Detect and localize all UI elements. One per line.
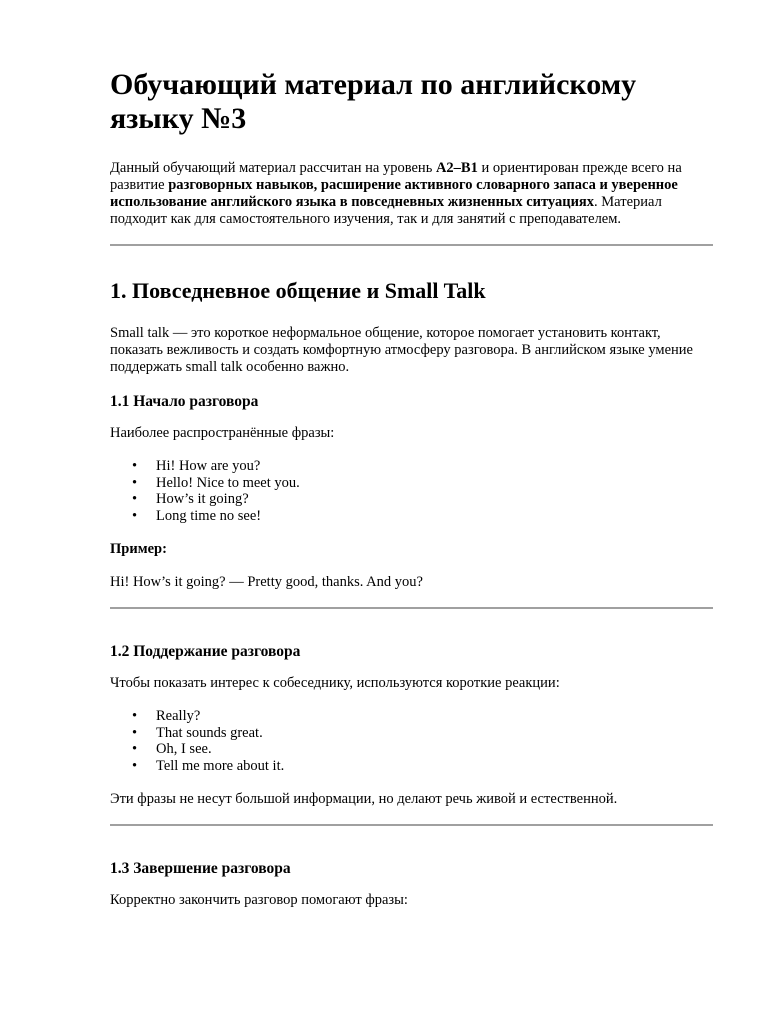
example-label [110, 541, 713, 558]
list-item: • Hi! How are you? [110, 458, 713, 475]
intro-paragraph [110, 160, 713, 228]
subsection-1-2-lead: Чтобы показать интерес к собеседнику, используются короткие реакции: [110, 674, 560, 691]
intro-level: A2–B1 [435, 160, 478, 176]
document-title: Обучающий материал по английскому языку №3 [110, 68, 637, 135]
intro-text-1: Данный обучающий материал рассчитан на уровень [110, 160, 436, 176]
list-item: • That sounds great. [110, 725, 713, 742]
subsection-1-1-heading: 1.1 Начало разговора [110, 393, 259, 410]
document-content [110, 68, 713, 925]
subsection-1-2-heading: 1.2 Поддержание разговора [110, 642, 301, 660]
intro-text-2: и ориентирован прежде всего на развитие [110, 160, 682, 193]
list-item: • Oh, I see. [110, 741, 713, 758]
list-item: • Hello! Nice to meet you. [110, 475, 713, 492]
list-item: • Really? [110, 708, 713, 725]
example-text: Hi! How’s it going? — Pretty good, thanks. And you? [110, 573, 423, 590]
section-1-paragraph: Small talk — это короткое неформальное общение, которое помогает установить контакт, показать вежливость и создать комфортную атмосферу разговора. В английском языке умение поддержать small talk особенно важно. [110, 325, 693, 375]
divider [110, 244, 713, 246]
list-item: • How’s it going? [110, 491, 713, 508]
subsection-1-2-note: Эти фразы не несут большой информации, но делают речь живой и естественной. [110, 790, 618, 807]
section-1-heading: 1. Повседневное общение и Small Talk [110, 278, 486, 303]
example-label-text: Пример: [110, 540, 167, 557]
divider [110, 607, 713, 609]
divider [110, 824, 713, 826]
phrase-list-2 [110, 708, 713, 775]
subsection-1-3-lead: Корректно закончить разговор помогают фразы: [110, 891, 408, 908]
phrase-list-1 [110, 458, 713, 525]
subsection-1-3-heading: 1.3 Завершение разговора [110, 859, 291, 877]
subsection-1-1-lead: Наиболее распространённые фразы: [110, 425, 335, 441]
list-item: • Tell me more about it. [110, 758, 713, 775]
list-item: • Long time no see! [110, 508, 713, 525]
intro-text-3: . Материал подходит как для самостоятельного изучения, так и для занятий с преподавателем. [110, 194, 662, 227]
intro-bold-text: разговорных навыков, расширение активного словарного запаса и уверенное использование английского языка в повседневных жизненных ситуациях [110, 177, 678, 210]
